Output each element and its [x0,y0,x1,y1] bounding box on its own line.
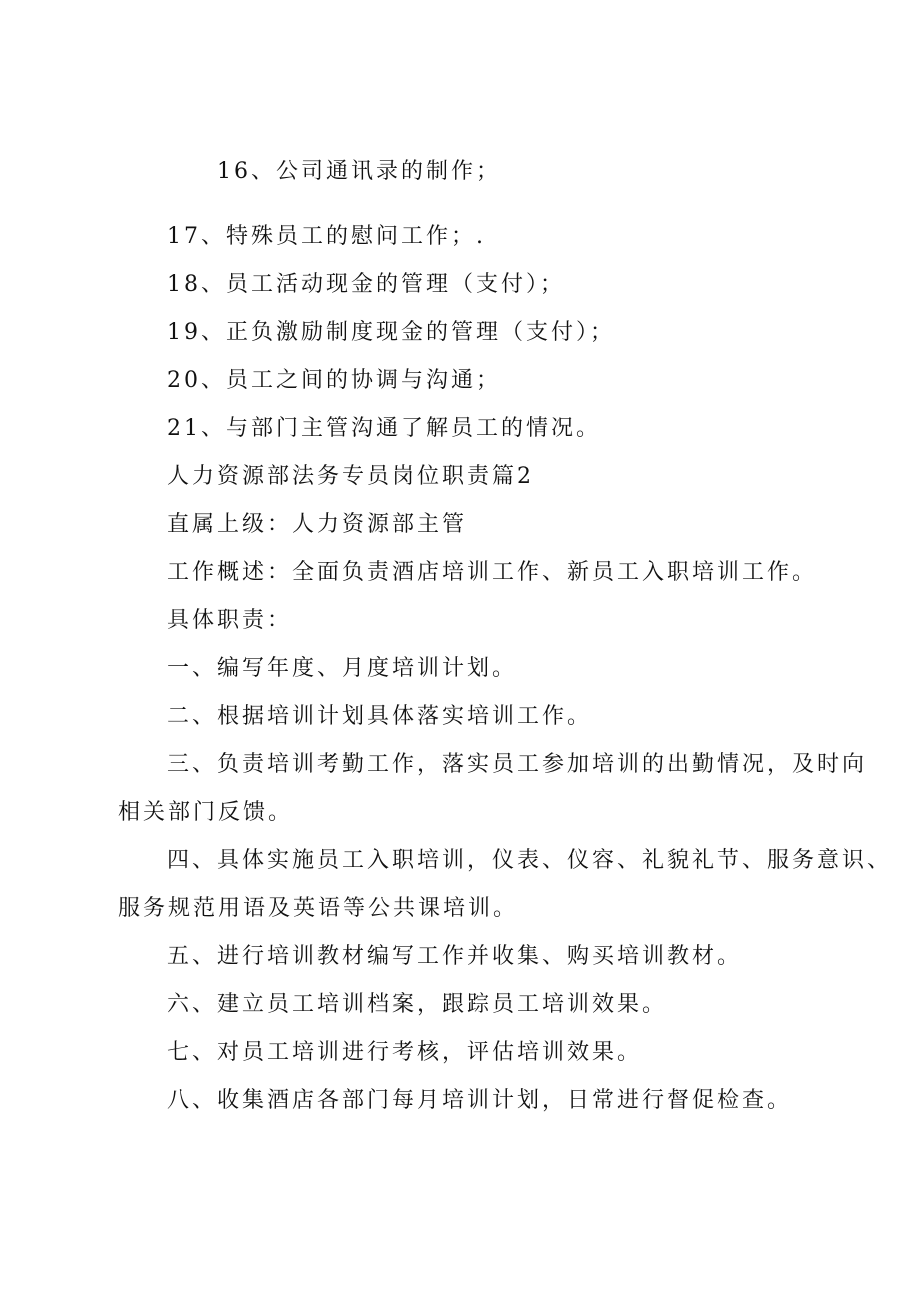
paragraph: 具体职责： [167,608,293,633]
list-item: 四、具体实施员工入职培训，仪表、仪容、礼貌礼节、服务意识、 [167,848,893,873]
list-item: 16、公司通讯录的制作； [217,159,501,184]
list-item: 一、编写年度、月度培训计划。 [167,656,518,681]
list-item: 八、收集酒店各部门每月培训计划，日常进行督促检查。 [167,1088,793,1113]
paragraph: 直属上级：人力资源部主管 [167,512,468,537]
list-item: 18、员工活动现金的管理（支付）； [167,272,565,297]
list-item: 二、根据培训计划具体落实培训工作。 [167,704,593,729]
list-item: 三、负责培训考勤工作，落实员工参加培训的出勤情况，及时向 [167,752,868,777]
list-item-continuation: 服务规范用语及英语等公共课培训。 [118,896,519,921]
list-item: 六、建立员工培训档案，跟踪员工培训效果。 [167,992,668,1017]
section-title: 人力资源部法务专员岗位职责篇2 [167,464,534,489]
list-item: 17、特殊员工的慰问工作；. [167,224,486,249]
list-item: 19、正负激励制度现金的管理（支付）； [167,320,615,345]
list-item: 五、进行培训教材编写工作并收集、购买培训教材。 [167,944,743,969]
list-item: 20、员工之间的协调与沟通； [167,368,501,393]
list-item-continuation: 相关部门反馈。 [118,800,294,825]
list-item: 21、与部门主管沟通了解员工的情况。 [167,416,601,441]
list-item: 七、对员工培训进行考核，评估培训效果。 [167,1040,643,1065]
paragraph: 工作概述：全面负责酒店培训工作、新员工入职培训工作。 [167,560,818,585]
